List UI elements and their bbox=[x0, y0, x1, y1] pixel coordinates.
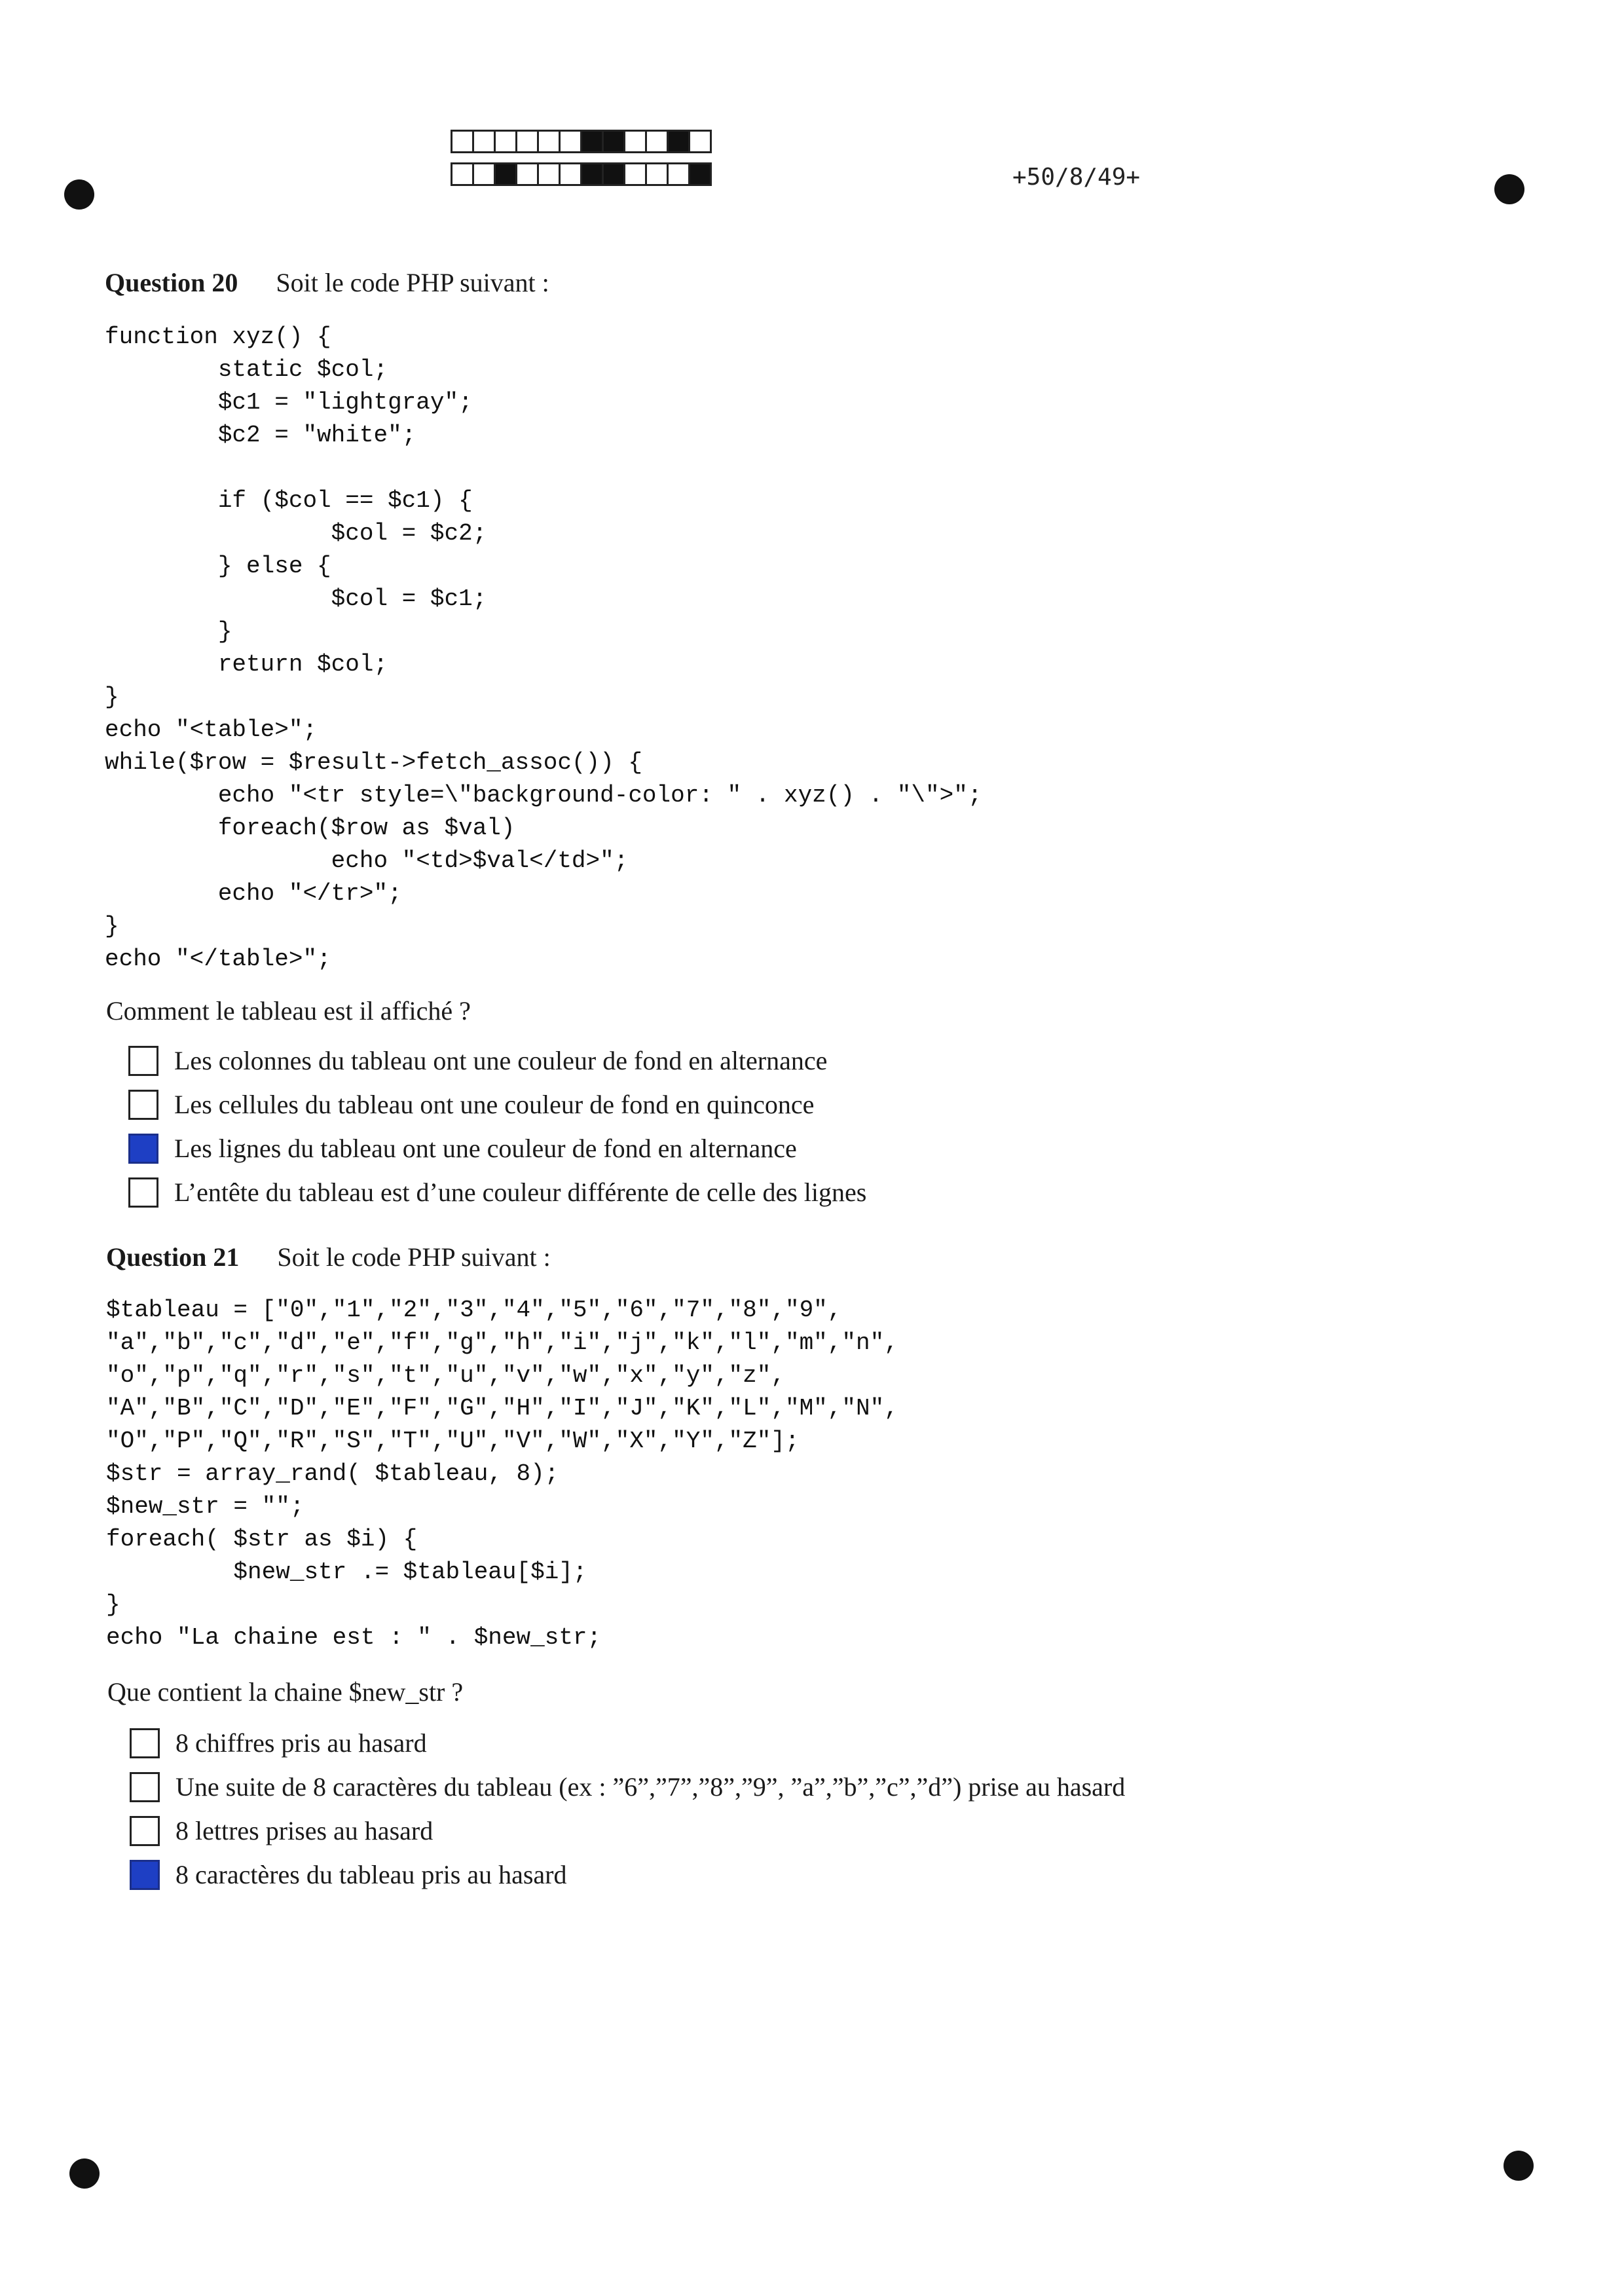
barcode-cell bbox=[602, 130, 625, 153]
barcode-cell bbox=[494, 162, 517, 186]
question-intro: Soit le code PHP suivant : bbox=[277, 1242, 551, 1272]
registration-mark-top-left bbox=[64, 179, 94, 210]
choice-label: Les lignes du tableau ont une couleur de fond en alternance bbox=[174, 1134, 797, 1163]
registration-mark-bottom-left bbox=[69, 2158, 100, 2189]
question-20-prompt: Comment le tableau est il affiché ? bbox=[106, 996, 471, 1026]
checkbox-q20-d[interactable] bbox=[128, 1177, 158, 1208]
barcode-cell bbox=[515, 162, 539, 186]
barcode-cell bbox=[580, 162, 604, 186]
question-number: Question 20 bbox=[105, 268, 238, 297]
choice-q20-d[interactable] bbox=[128, 1177, 866, 1208]
checkbox-q21-b[interactable] bbox=[130, 1772, 160, 1802]
choice-label: Les colonnes du tableau ont une couleur de fond en alternance bbox=[174, 1046, 828, 1075]
choice-label: 8 lettres prises au hasard bbox=[175, 1816, 434, 1845]
choice-q21-b[interactable] bbox=[130, 1771, 1125, 1802]
choice-q20-c[interactable] bbox=[128, 1133, 797, 1164]
checkbox-q21-d[interactable] bbox=[130, 1860, 160, 1890]
question-intro: Soit le code PHP suivant : bbox=[276, 268, 549, 297]
barcode-cell bbox=[688, 130, 712, 153]
barcode-cell bbox=[645, 162, 669, 186]
barcode-cell bbox=[451, 162, 474, 186]
registration-mark-top-right bbox=[1494, 174, 1524, 204]
question-21-header bbox=[106, 1242, 551, 1272]
choice-label: Les cellules du tableau ont une couleur de fond en quinconce bbox=[174, 1090, 815, 1119]
choice-q21-d[interactable] bbox=[130, 1859, 566, 1890]
sheet-id: +50/8/49+ bbox=[1012, 164, 1141, 191]
checkbox-q20-b[interactable] bbox=[128, 1090, 158, 1120]
choice-q21-c[interactable] bbox=[130, 1815, 433, 1846]
barcode-cell bbox=[645, 130, 669, 153]
barcode-cell bbox=[494, 130, 517, 153]
barcode-cell bbox=[515, 130, 539, 153]
code-block-q21: $tableau = ["0","1","2","3","4","5","6","7","8","9", "a","b","c","d","e","f","g","h","i","j","k","l","m","n", "o","p","q","r","s","t","u","v","w","x","y","z", "A","B","C","D","E","F","G","H","I","J","K","L","M","N", "O","P","Q","R","S","T","U","V","W","X","Y","Z"]; $str = array_rand( $tableau, 8); $new_str = ""; foreach( $str as $i) { $new_str .= $tableau[$i]; } echo "La chaine est : " . $new_str; bbox=[106, 1297, 898, 1651]
choice-label: Une suite de 8 caractères du tableau (ex : ”6”,”7”,”8”,”9”, ”a”,”b”,”c”,”d”) prise au hasard bbox=[175, 1772, 1126, 1802]
question-21-prompt: Que contient la chaine $new_str ? bbox=[107, 1677, 464, 1707]
checkbox-q20-c[interactable] bbox=[128, 1134, 158, 1164]
code-block-q20: function xyz() { static $col; $c1 = "lightgray"; $c2 = "white"; if ($col == $c1) { $col = $c2; } else { $col = $c1; } return $col; } echo "<table>"; while($row = $result->fetch_assoc()) { echo "<tr style=\"background-color: " . xyz() . "\">"; foreach($row as $val) echo "<td>$val</td>"; echo "</tr>"; } echo "</table>"; bbox=[105, 324, 982, 972]
choice-label: L’entête du tableau est d’une couleur différente de celle des lignes bbox=[174, 1177, 867, 1207]
barcode-cell bbox=[472, 130, 496, 153]
choice-q20-a[interactable] bbox=[128, 1045, 827, 1076]
barcode-cell bbox=[537, 130, 561, 153]
barcode-cell bbox=[472, 162, 496, 186]
barcode-cell bbox=[580, 130, 604, 153]
barcode-cell bbox=[451, 130, 474, 153]
barcode-top bbox=[451, 130, 710, 153]
choice-q20-b[interactable] bbox=[128, 1089, 814, 1120]
barcode-bottom bbox=[451, 162, 710, 186]
question-number: Question 21 bbox=[106, 1242, 240, 1272]
choice-label: 8 caractères du tableau pris au hasard bbox=[175, 1860, 567, 1889]
barcode-cell bbox=[667, 162, 690, 186]
question-20-header bbox=[105, 267, 549, 298]
barcode-cell bbox=[559, 162, 582, 186]
checkbox-q21-c[interactable] bbox=[130, 1816, 160, 1846]
barcode-cell bbox=[602, 162, 625, 186]
barcode-cell bbox=[559, 130, 582, 153]
barcode-cell bbox=[537, 162, 561, 186]
barcode-cell bbox=[688, 162, 712, 186]
checkbox-q20-a[interactable] bbox=[128, 1046, 158, 1076]
checkbox-q21-a[interactable] bbox=[130, 1728, 160, 1758]
barcode-cell bbox=[623, 130, 647, 153]
barcode-cell bbox=[623, 162, 647, 186]
choice-label: 8 chiffres pris au hasard bbox=[175, 1728, 427, 1758]
barcode-cell bbox=[667, 130, 690, 153]
choice-q21-a[interactable] bbox=[130, 1728, 427, 1758]
registration-mark-bottom-right bbox=[1504, 2151, 1534, 2181]
